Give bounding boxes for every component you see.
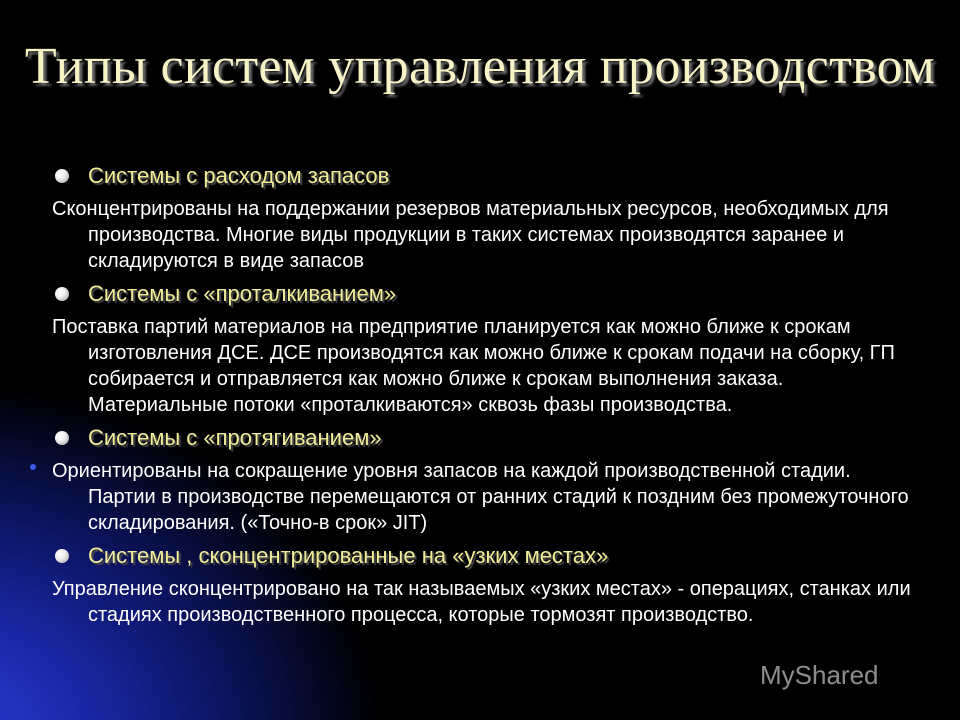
section-heading-2 bbox=[52, 280, 912, 308]
section-text-2: Поставка партий материалов на предприятие планируется как можно ближе к срокам изготовления ДСЕ. ДСЕ производятся как можно ближе к срокам подачи на сборку, ГП собирается и отправляется как можно ближе к срокам выполнения заказа. Материальные потоки «проталкиваются» сквозь фазы производства. bbox=[52, 316, 895, 416]
section-heading-4 bbox=[52, 542, 912, 570]
section-heading-3 bbox=[52, 424, 912, 452]
section-heading-text: Системы , сконцентрированные на «узких местах» bbox=[88, 543, 609, 568]
watermark-logo: MyShared bbox=[760, 660, 879, 690]
slide-title: Типы систем управления производством bbox=[24, 38, 936, 95]
bullet-icon bbox=[55, 169, 69, 183]
section-heading-text: Системы с «протягиванием» bbox=[88, 425, 382, 450]
section-text-1: Сконцентрированы на поддержании резервов материальных ресурсов, необходимых для производства. Многие виды продукции в таких системах производятся заранее и складируются в виде запасов bbox=[52, 198, 889, 272]
bullet-icon bbox=[55, 287, 69, 301]
section-text-4: Управление сконцентрировано на так называемых «узких местах» - операциях, станках или стадиях производственного процесса, которые тормозят производство. bbox=[52, 578, 911, 626]
section-heading-text: Системы с «проталкиванием» bbox=[88, 281, 397, 306]
bullet-icon bbox=[55, 549, 69, 563]
bullet-icon bbox=[55, 431, 69, 445]
section-heading-text: Системы с расходом запасов bbox=[88, 163, 390, 188]
decorative-dot bbox=[30, 464, 36, 470]
slide-content bbox=[52, 162, 912, 634]
section-heading-1 bbox=[52, 162, 912, 190]
section-text-3: Ориентированы на сокращение уровня запасов на каждой производственной стадии. Партии в производстве перемещаются от ранних стадий к поздним без промежуточного складирования. («Точно-в срок» JIT) bbox=[52, 460, 909, 534]
